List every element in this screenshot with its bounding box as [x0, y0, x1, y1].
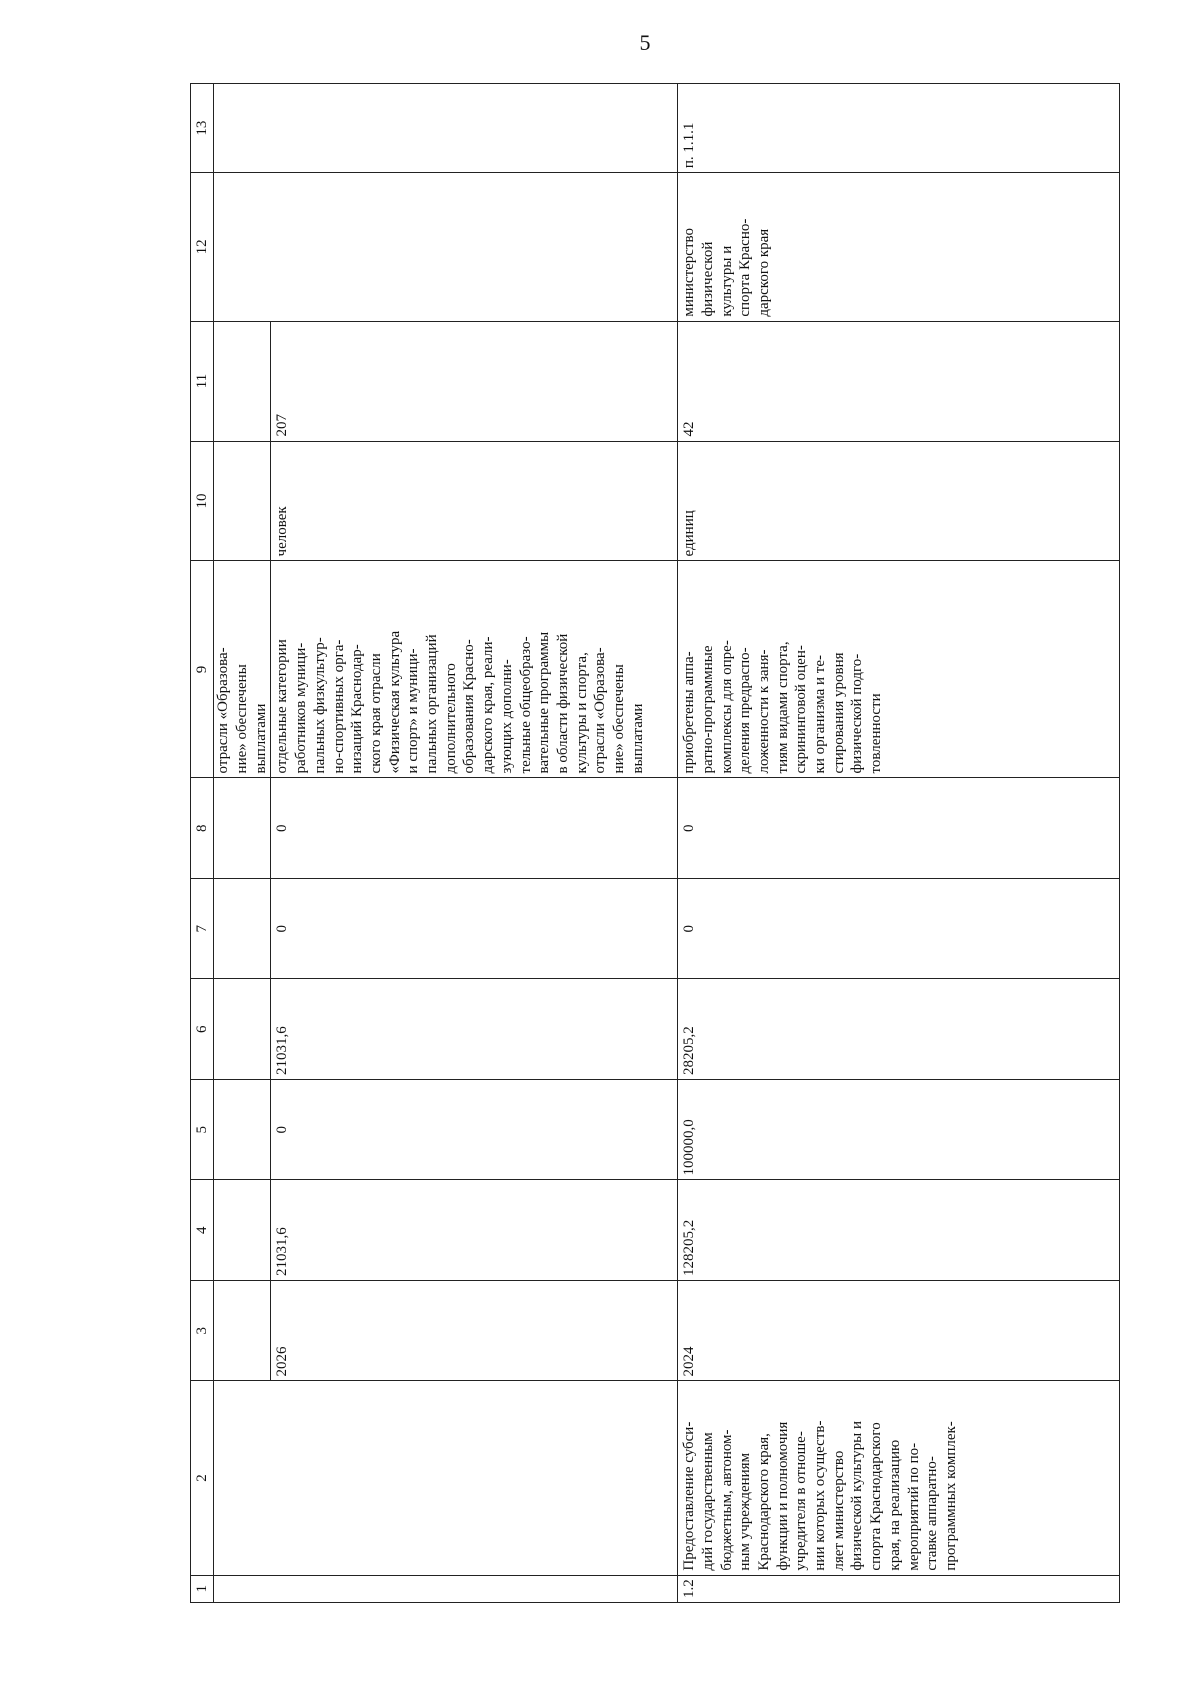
cell-c7-cont [214, 878, 271, 979]
cell-executor-cont [214, 173, 678, 321]
cell-c4-cont [214, 1180, 271, 1281]
page-number: 5 [639, 30, 651, 55]
cell-c8-2026: 0 [271, 778, 678, 879]
col-header-6: 6 [191, 979, 214, 1080]
cell-value-cont [214, 321, 271, 441]
col-header-3: 3 [191, 1280, 214, 1381]
cell-result-1-2: приобретены аппа- ратно-программные комплексы для опре- деления предраспо- ложенности к заня- тиям видами спорта, скрининговой оцен- ки организма и те- стирования уровня физической подго- товленности [678, 561, 1120, 778]
cell-c7-2026: 0 [271, 878, 678, 979]
cell-c6-1-2: 28205,2 [678, 979, 1120, 1080]
col-header-2: 2 [191, 1381, 214, 1575]
cell-c6-cont [214, 979, 271, 1080]
cell-c8-1-2: 0 [678, 778, 1120, 879]
col-header-5: 5 [191, 1079, 214, 1180]
col-header-12: 12 [191, 173, 214, 321]
cell-total-1-2: 128205,2 [678, 1180, 1120, 1281]
col-header-4: 4 [191, 1180, 214, 1281]
cell-c5-2026: 0 [271, 1079, 678, 1180]
cell-name-1-2: Предоставление субси- дий государственным бюджетным, автоном- ным учреждениям Краснодарского края, функции и полномочия учредителя в отноше- нии которых осуществ- ляет министерство физической культуры и спорта Краснодарского края, на реализацию мероприятий по по- ставке аппаратно- программных комплек- [678, 1381, 1120, 1575]
row-1-2 [678, 84, 1120, 1603]
cell-unit-2026: человек [271, 441, 678, 561]
cell-c6-2026: 21031,6 [271, 979, 678, 1080]
col-header-9: 9 [191, 561, 214, 778]
program-table [190, 83, 1120, 1603]
cell-unit-cont [214, 441, 271, 561]
cell-num-cont [214, 1575, 678, 1602]
cell-name-cont [214, 1381, 678, 1575]
col-header-10: 10 [191, 441, 214, 561]
col-header-1: 1 [191, 1575, 214, 1602]
cell-result-2026: отдельные категории работников муници- пальных физкультур- но-спортивных орга- низаций Краснодар- ского края отрасли «Физическая культура и спорт» и муници- пальных организаций дополнительного образования Красно- дарского края, реали- зующих дополни- тельные общеобразо- вательные программы в области физической культуры и спорта, отрасли «Образова- ние» обеспечены выплатами [271, 561, 678, 778]
cell-total-2026: 21031,6 [271, 1180, 678, 1281]
cell-value-1-2: 42 [678, 321, 1120, 441]
col-header-8: 8 [191, 778, 214, 879]
header-row [191, 84, 214, 1603]
cell-c7-1-2: 0 [678, 878, 1120, 979]
cell-c5-1-2: 100000,0 [678, 1079, 1120, 1180]
cell-unit-1-2: единиц [678, 441, 1120, 561]
cell-year-2026: 2026 [271, 1280, 678, 1381]
cell-ref-cont [214, 84, 678, 173]
col-header-13: 13 [191, 84, 214, 173]
cell-executor-1-2: министерство физической культуры и спорта Красно- дарского края [678, 173, 1120, 321]
cell-ref-1-2: п. 1.1.1 [678, 84, 1120, 173]
cell-c8-cont [214, 778, 271, 879]
cell-c5-cont [214, 1079, 271, 1180]
cell-result-cont: отрасли «Образова- ние» обеспечены выплатами [214, 561, 271, 778]
cell-year-1-2: 2024 [678, 1280, 1120, 1381]
cell-num-1-2: 1.2 [678, 1575, 1120, 1602]
cell-year-cont [214, 1280, 271, 1381]
col-header-11: 11 [191, 321, 214, 441]
rotated-table-container [190, 83, 1120, 1603]
cell-value-2026: 207 [271, 321, 678, 441]
col-header-7: 7 [191, 878, 214, 979]
continuation-row [214, 84, 271, 1603]
